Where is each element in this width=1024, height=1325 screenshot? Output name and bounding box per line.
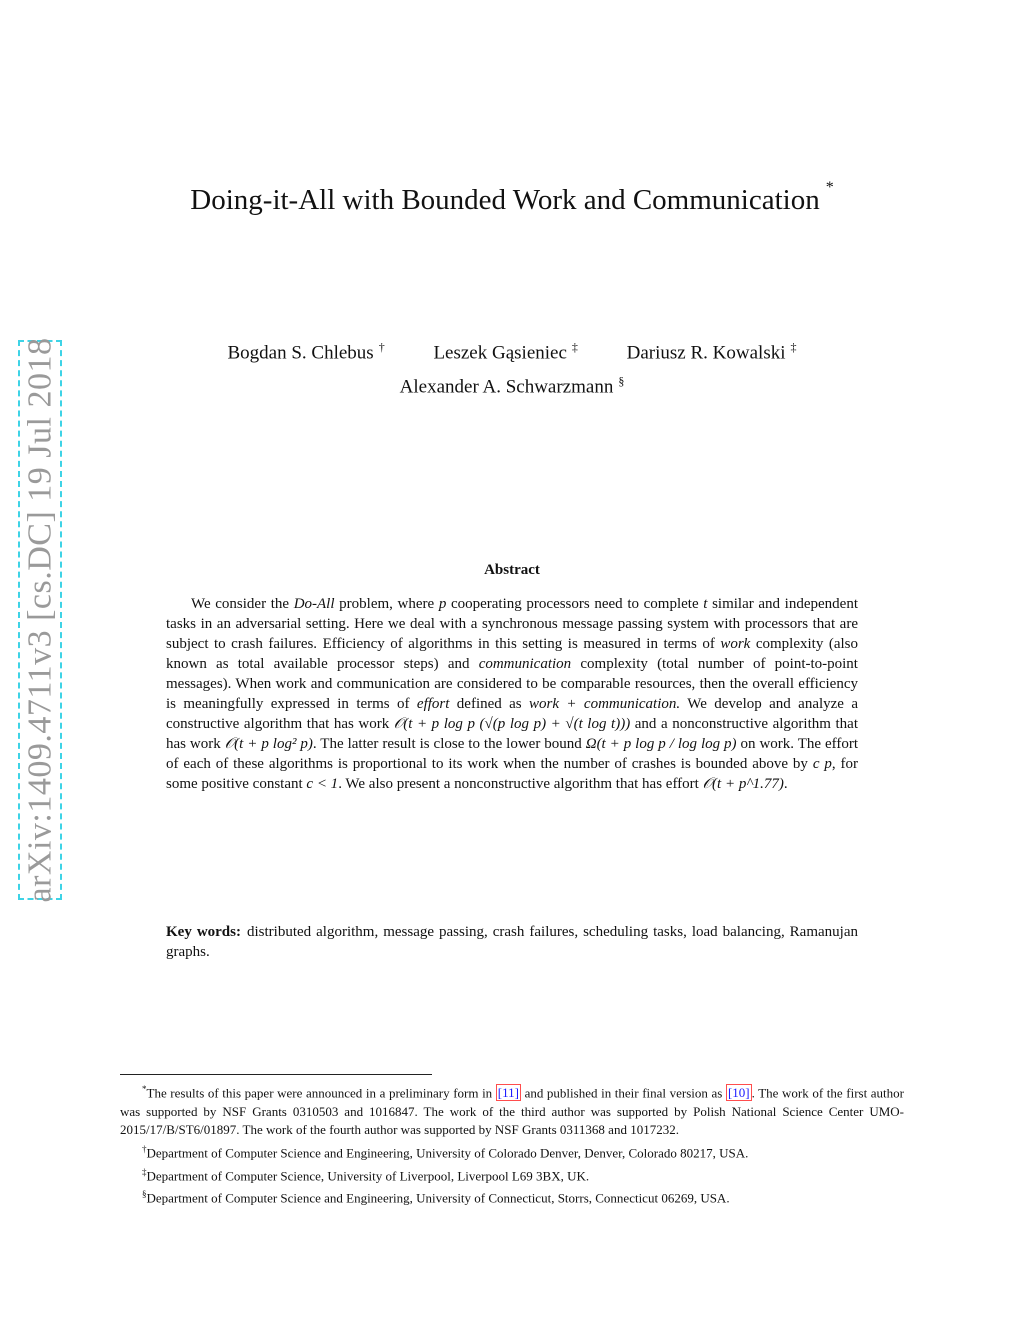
footnote-rule — [120, 1074, 432, 1075]
keywords — [166, 922, 858, 962]
footnote-1: *The results of this paper were announced in a preliminary form in [11] and published in their final version as [10] . The work of the first author was supported by NSF Grants 0310503 and 1016847. The work of the third author was supported by Polish National Science Center UMO-2015/17/B/ST6/01897. The work of the fourth author was supported by NSF Grants 0311368 and 1017232. — [120, 1084, 904, 1138]
abstract-heading: Abstract — [484, 562, 540, 578]
author: Dariusz R. Kowalski ‡ — [626, 340, 797, 364]
abstract-body: We consider the Do-All problem, where p cooperating processors need to complete t similar and independent tasks in an adversarial setting. Here we deal with a synchronous message passing system with processors that are subject to crash failures. Efficiency of algorithms in this setting is measured in terms of work complexity (also known as total available processor steps) and communication complexity (total number of point-to-point messages). When work and communication are considered to be comparable resources, then the overall efficiency is meaningfully expressed in terms of effort defined as work + communication. We develop and analyze a constructive algorithm that has work 𝒪(t + p log p (√(p log p) + √(t log t))) and a nonconstructive algorithm that has work 𝒪(t + p log² p). The latter result is close to the lower bound Ω(t + p log p / log log p) on work. The effort of each of these algorithms is proportional to its work when the number of crashes is bounded above by c p, for some positive constant c < 1. We also present a nonconstructive algorithm that has effort 𝒪(t + p^1.77). — [166, 596, 858, 792]
citation-10-link[interactable]: [10] — [727, 1085, 750, 1101]
do-all-term: Do-All — [293, 596, 335, 612]
author-row-1 — [0, 340, 1024, 364]
paper-title — [0, 179, 1024, 217]
author: Bogdan S. Chlebus † — [227, 340, 385, 364]
arxiv-identifier: arXiv:1409.4711v3 [cs.DC] 19 Jul 2018 — [21, 337, 59, 903]
footnote-4: §Department of Computer Science and Engineering, University of Connecticut, Storrs, Connecticut 06269, USA. — [142, 1189, 730, 1206]
arxiv-stamp — [18, 337, 62, 903]
author: Alexander A. Schwarzmann § — [399, 374, 625, 398]
formula-effort: 𝒪(t + p^1.77) — [702, 776, 784, 792]
keywords-text: distributed algorithm, message passing, crash failures, scheduling tasks, load balancing, Ramanujan graphs. — [166, 924, 858, 960]
footnote-2: †Department of Computer Science and Engineering, University of Colorado Denver, Denver, Colorado 80217, USA. — [142, 1143, 749, 1161]
footnote-3: ‡Department of Computer Science, University of Liverpool, Liverpool L69 3BX, UK. — [142, 1166, 590, 1183]
formula-nonconstructive-work: 𝒪(t + p log² p) — [224, 736, 313, 752]
keywords-label: Key words: — [166, 924, 241, 940]
formula-lower-bound: Ω(t + p log p / log log p) — [585, 736, 737, 752]
formula-constructive-work: 𝒪(t + p log p (√(p log p) + √(t log t))) — [393, 716, 631, 732]
author-row-2 — [0, 374, 1024, 398]
title-text: Doing-it-All with Bounded Work and Communication — [190, 184, 820, 216]
citation-11-link[interactable]: [11] — [497, 1085, 519, 1101]
author: Leszek Gąsieniec ‡ — [433, 340, 578, 364]
title-footnote-mark[interactable]: * — [825, 179, 834, 197]
footnotes — [120, 1080, 904, 1208]
